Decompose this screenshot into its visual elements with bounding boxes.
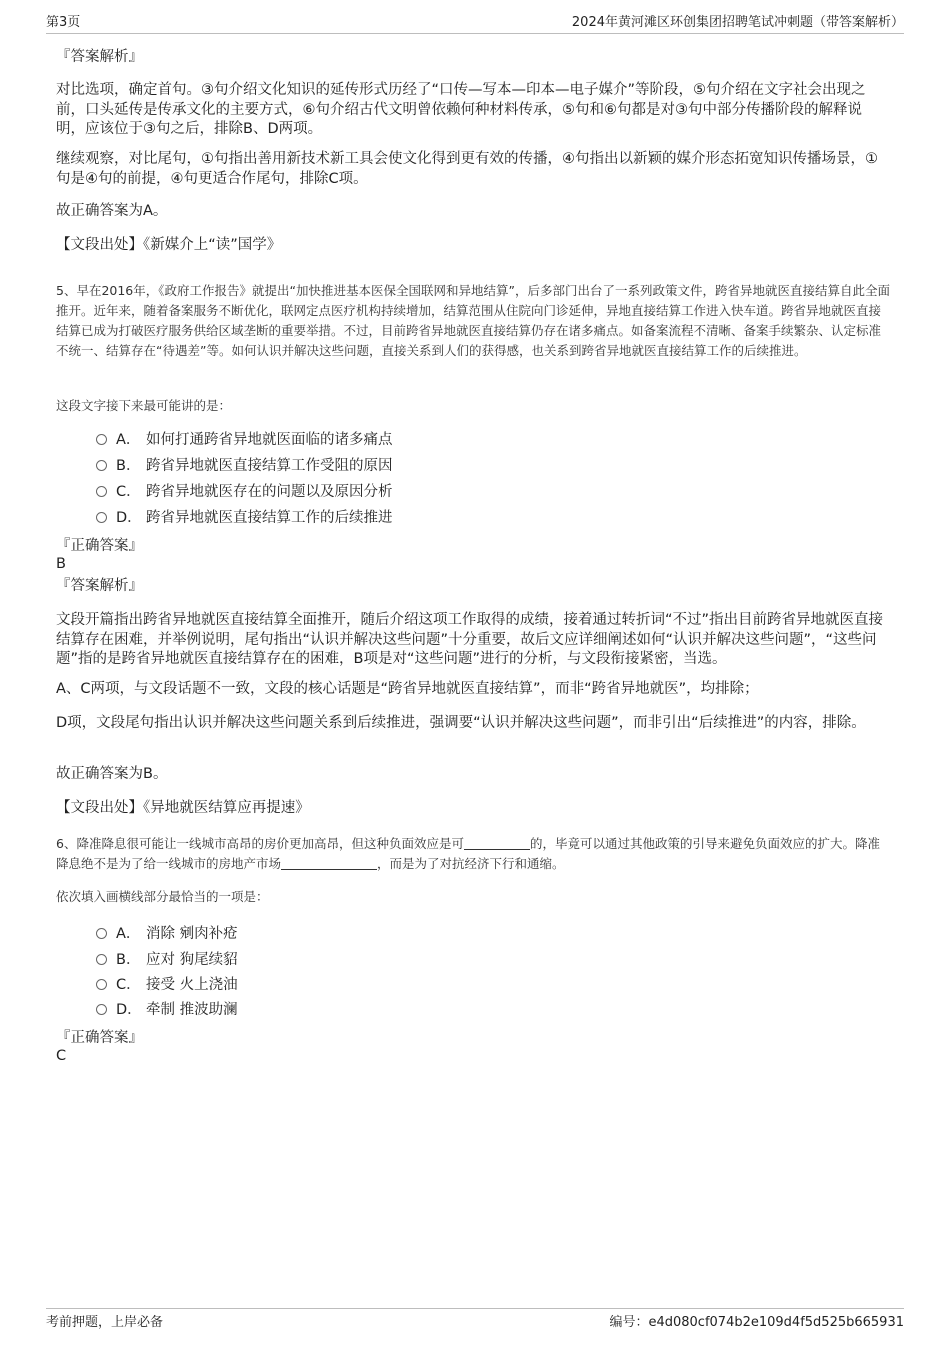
radio-icon[interactable] [96,954,107,965]
radio-icon[interactable] [96,460,107,471]
radio-icon[interactable] [96,434,107,445]
q5-analysis-p2: A、C两项，与文段话题不一致，文段的核心话题是“跨省异地就医直接结算”，而非“跨省异地就医”，均排除； [56,681,759,697]
q6-question: 依次填入画横线部分最恰当的一项是： [56,889,269,904]
q4-source: 【文段出处】《新媒介上“读”国学》 [56,237,282,253]
q5-answer-label: 『正确答案』 [56,538,143,554]
radio-icon[interactable] [96,512,107,523]
q4-analysis-label: 『答案解析』 [56,49,143,65]
q4-analysis-p2: 继续观察，对比尾句，①句指出善用新技术新工具会使文化得到更有效的传播，④句指出以新颖的媒介形态拓宽知识传播场景，①句是④句的前提，④句更适合作尾句，排除C项。 [56,151,878,187]
q6-option-a[interactable]: A． 消除 剜肉补疮 [96,925,238,943]
q6-option-b[interactable]: B． 应对 狗尾续貂 [96,951,238,969]
radio-icon[interactable] [96,979,107,990]
q6-stem: 6、降准降息很可能让一线城市高昂的房价更加高昂，但这种负面效应是可 的，毕竟可以通过其他政策的引导来避免负面效应的扩大。降准降息绝不是为了给一线城市的房地产市场 ，而是为了对抗经济下行和通缩。 [56,836,880,871]
blank-2 [281,856,377,870]
q5-analysis-label: 『答案解析』 [56,578,143,594]
q4-analysis-p3: 故正确答案为A。 [56,203,168,219]
radio-icon[interactable] [96,486,107,497]
page-header [46,14,904,34]
q6-answer-label: 『正确答案』 [56,1030,143,1046]
q5-answer: B [56,556,66,572]
q5-analysis-p4: 故正确答案为B。 [56,766,168,782]
document-title: 2024年黄河滩区环创集团招聘笔试冲刺题（带答案解析） [571,15,904,30]
radio-icon[interactable] [96,928,107,939]
q5-option-a[interactable]: A． 如何打通跨省异地就医面临的诸多痛点 [96,431,393,449]
q5-option-c[interactable]: C． 跨省异地就医存在的问题以及原因分析 [96,483,393,501]
q6-answer: C [56,1048,67,1064]
q5-source: 【文段出处】《异地就医结算应再提速》 [56,800,310,816]
page-number: 第3页 [46,15,81,30]
footer-slogan: 考前押题，上岸必备 [46,1315,164,1330]
footer-code: 编号：e4d080cf074b2e109d4f5d525b665931 [609,1315,904,1330]
q5-question: 这段文字接下来最可能讲的是： [56,398,232,413]
radio-icon[interactable] [96,1004,107,1015]
blank-1 [464,836,530,850]
q5-stem: 5、早在2016年，《政府工作报告》就提出“加快推进基本医保全国联网和异地结算”，后多部门出台了一系列政策文件，跨省异地就医直接结算自此全面推开。近年来，随着备案服务不断优化，联网定点医疗机构持续增加，结算范围从住院向门诊延伸，异地直接结算工作进入快车道。跨省异地就医直接结算已成为打破医疗服务供给区域垄断的重要举措。不过，目前跨省异地就医直接结算仍存在诸多痛点。如备案流程不清晰、备案手续繁杂、认定标准不统一、结算存在“待遇差”等。如何认识并解决这些问题，直接关系到人们的获得感，也关系到跨省异地就医直接结算工作的后续推进。 [56,283,890,358]
page-footer [46,1308,904,1330]
q5-option-b[interactable]: B． 跨省异地就医直接结算工作受阻的原因 [96,457,393,475]
q5-analysis-p1: 文段开篇指出跨省异地就医直接结算全面推开，随后介绍这项工作取得的成绩，接着通过转折词“不过”指出目前跨省异地就医直接结算存在困难，并举例说明，尾句指出“认识并解决这些问题”十分重要，故后文应详细阐述如何“认识并解决这些问题”，“这些问题”指的是跨省异地就医直接结算存在的困难，B项是对“这些问题”进行的分析，与文段衔接紧密，当选。 [56,612,884,667]
q5-analysis-p3: D项，文段尾句指出认识并解决这些问题关系到后续推进，强调要“认识并解决这些问题”，而非引出“后续推进”的内容，排除。 [56,715,866,731]
q6-option-d[interactable]: D． 牵制 推波助澜 [96,1001,238,1019]
q5-option-d[interactable]: D． 跨省异地就医直接结算工作的后续推进 [96,509,393,527]
q6-option-c[interactable]: C． 接受 火上浇油 [96,976,238,994]
q4-analysis-p1: 对比选项，确定首句。③句介绍文化知识的延传形式历经了“口传—写本—印本—电子媒介”等阶段，⑤句介绍在文字社会出现之前，口头延传是传承文化的主要方式，⑥句介绍古代文明曾依赖何种材料传承，⑤句和⑥句都是对③句中部分传播阶段的解释说明，应该位于③句之后，排除B、D两项。 [56,82,866,137]
